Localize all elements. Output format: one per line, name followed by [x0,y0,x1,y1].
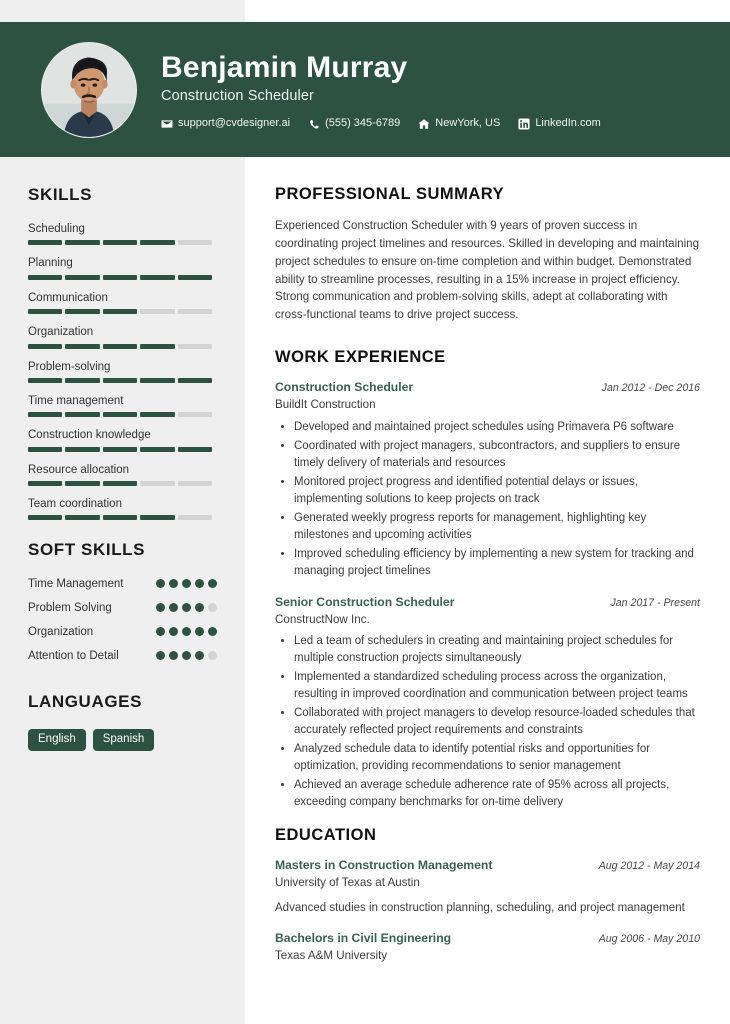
skill-item [28,463,217,486]
skill-item [28,291,217,314]
contact-phone-text: (555) 345-6789 [325,117,401,130]
email-icon [161,118,173,130]
skill-label: Time management [28,394,124,407]
skill-level-bar [28,412,212,417]
list-item: • Generated weekly progress reports for management, highlighting key milestones and upcoming activities [294,510,700,544]
experience-entry-header [275,595,700,611]
soft-skill-label: Organization [28,626,94,639]
experience-entry [275,380,700,580]
experience-title: Senior Construction Scheduler [275,594,455,609]
soft-skill-label: Attention to Detail [28,650,119,663]
skill-label: Resource allocation [28,463,130,476]
skill-label: Problem-solving [28,360,111,373]
education-entry [275,858,700,917]
education-heading: EDUCATION [275,826,377,845]
experience-date: Jan 2012 - Dec 2016 [601,382,700,395]
soft-skill-item [28,577,217,593]
soft-skill-rating [156,601,217,612]
header-text-block [161,49,601,130]
experience-org: BuildIt Construction [275,397,376,411]
education-date: Aug 2006 - May 2010 [598,932,700,945]
soft-skill-rating [156,625,217,636]
skill-label: Team coordination [28,498,122,510]
home-icon [418,118,430,130]
language-tag-english[interactable]: English [28,729,86,751]
skill-label: Scheduling [28,223,85,235]
education-entry-header [275,858,700,874]
list-item: • Coordinated with project managers, subcontractors, and suppliers to ensure timely delivery of materials and resources [294,438,700,472]
full-name: Benjamin Murray [161,51,408,85]
experience-org: ConstructNow Inc. [275,612,370,626]
contact-email-text: support@cvdesigner.ai [178,117,291,130]
main-column [245,157,730,977]
summary-text: Experienced Construction Scheduler with 9 years of proven success in coordinating project timelines and resources. Skilled in developing and maintaining project schedules to ensure on-time completion and within budget. Demonstrated ability to streamline processes, resulting in a 15% increase in project efficiency. Strong communication and problem-solving skills, adept at collaborating with cross-functional teams to drive project success. [275,219,700,322]
soft-skill-item [28,601,217,617]
languages-section [28,692,217,751]
skill-label: Communication [28,291,108,304]
sidebar [0,157,245,751]
skill-level-bar [28,275,212,280]
list-item: • Monitored project progress and identified potential delays or issues, implementing solutions to keep projects on track [294,474,700,508]
education-description: Advanced studies in construction planning, scheduling, and project management [275,901,685,914]
skill-item [28,360,217,383]
language-tag-spanish[interactable]: Spanish [93,729,155,751]
list-item: • Implemented a standardized scheduling process across the organization, resulting in improved coordination and communication between project teams [294,669,700,703]
list-item: • Achieved an average schedule adherence rate of 95% across all projects, exceeding company benchmarks for on-time delivery [294,777,700,811]
work-experience-section [275,348,700,811]
skill-item [28,428,217,451]
skill-item [28,394,217,417]
skill-item [28,222,217,245]
skill-label: Construction knowledge [28,429,151,442]
education-entry [275,931,700,964]
soft-skill-rating [156,577,217,588]
experience-bullets [275,633,700,811]
skill-label: Organization [28,326,94,339]
contact-linkedin[interactable] [518,118,600,130]
soft-skill-item [28,649,217,665]
contact-linkedin-text: LinkedIn.com [535,117,601,130]
education-degree: Bachelors in Civil Engineering [275,930,452,945]
linkedin-icon [518,118,530,130]
skill-level-bar [28,240,212,245]
education-school: Texas A&M University [275,948,388,962]
skill-level-bar [28,481,212,486]
skill-level-bar [28,447,212,452]
skill-label: Planning [28,257,73,270]
summary-heading: PROFESSIONAL SUMMARY [275,185,505,203]
education-school: University of Texas at Austin [275,876,420,890]
contact-phone[interactable] [308,118,400,130]
experience-date: Jan 2017 - Present [610,596,700,609]
skill-level-bar [28,344,212,349]
soft-skills-heading: SOFT SKILLS [28,540,146,560]
skill-level-bar [28,309,212,314]
experience-entry-header [275,380,700,396]
list-item: • Collaborated with project managers to develop resource-loaded schedules that accurately reflected project requirements and constraints [294,705,700,739]
experience-entry [275,595,700,812]
contact-email[interactable] [161,118,290,130]
skills-heading: SKILLS [28,185,93,204]
language-tag-list [28,729,217,751]
list-item: • Developed and maintained project schedules using Primavera P6 software [294,419,700,436]
experience-bullets [275,419,700,580]
avatar [41,42,137,138]
soft-skill-rating [156,649,217,660]
list-item: • Improved scheduling efficiency by implementing a new system for tracking and managing project timelines [294,546,700,580]
skill-level-bar [28,515,212,520]
header-job-title: Construction Scheduler [161,87,314,104]
resume-header [0,22,730,157]
skill-item [28,497,217,520]
contact-location-text: NewYork, US [435,117,501,130]
list-item: • Led a team of schedulers in creating and maintaining project schedules for multiple construction projects simultaneously [294,633,700,667]
skill-level-bar [28,378,212,383]
soft-skills-section [28,540,217,665]
education-degree: Masters in Construction Management [275,858,493,873]
soft-skill-label: Problem Solving [28,602,112,615]
phone-icon [308,118,320,130]
education-entry-header [275,931,700,947]
experience-heading: WORK EXPERIENCE [275,348,446,367]
experience-title: Construction Scheduler [275,380,414,395]
education-section [275,826,700,963]
skills-list [28,222,217,520]
skill-item [28,256,217,279]
soft-skill-item [28,625,217,641]
list-item: • Analyzed schedule data to identify potential risks and opportunities for optimization, providing recommendations to senior management [294,741,700,775]
languages-heading: LANGUAGES [28,692,143,712]
contact-row [161,118,601,130]
soft-skill-label: Time Management [28,578,124,591]
skill-item [28,325,217,348]
contact-location[interactable] [418,118,500,130]
professional-summary-section [275,185,700,324]
education-date: Aug 2012 - May 2014 [598,860,700,873]
